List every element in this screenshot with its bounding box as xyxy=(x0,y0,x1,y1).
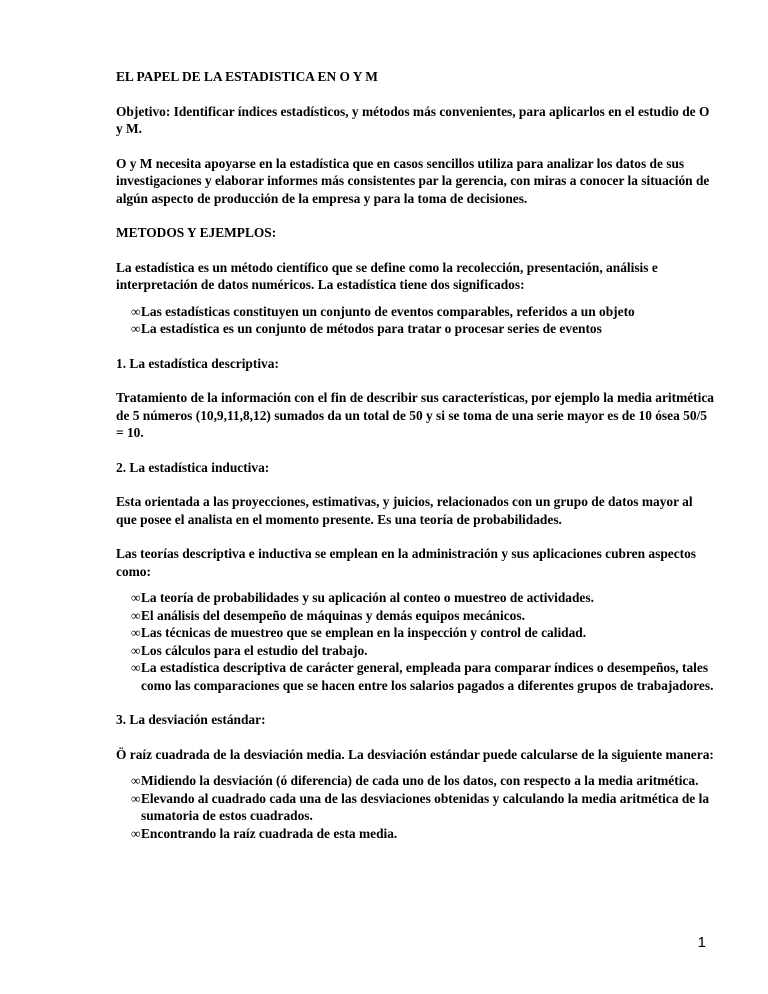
list-item: ∞El análisis del desempeño de máquinas y demás equipos mecánicos. xyxy=(131,607,525,623)
list-item: ∞La estadística descriptiva de carácter general, empleada para comparar índices o desempeños, tales como las comparaciones que se hacen entre los salarios pagados a diferentes grupos de trabajadores. xyxy=(131,660,714,693)
page-number: 1 xyxy=(697,934,706,951)
list-item: ∞Las estadísticas constituyen un conjunto de eventos comparables, referidos a un objeto xyxy=(131,303,635,319)
section2-paragraph: Esta orientada a las proyecciones, estimativas, y juicios, relacionados con un grupo de datos mayor al que posee el analista en el momento presente. Es una teoría de probabilidades. xyxy=(116,494,693,527)
definition-paragraph: La estadística es un método científico que se define como la recolección, presentación, análisis e interpretación de datos numéricos. La estadística tiene dos significados: xyxy=(116,259,658,292)
applications-intro: Las teorías descriptiva e inductiva se emplean en la administración y sus aplicaciones cubren aspectos como: xyxy=(116,546,697,579)
list-item: ∞La estadística es un conjunto de métodos para tratar o procesar series de eventos xyxy=(131,321,602,336)
section3-paragraph: Ö raíz cuadrada de la desviación media. La desviación estándar puede calcularse de la siguiente manera: xyxy=(116,746,714,762)
steps-list xyxy=(116,772,716,842)
section1-heading: 1. La estadística descriptiva: xyxy=(116,355,279,371)
intro-paragraph: O y M necesita apoyarse en la estadística que en casos sencillos utiliza para analizar los datos de sus investigaciones y elaborar informes más consistentes par la gerencia, con miras a conocer la situación de algún aspecto de producción de la empresa y para la toma de decisiones. xyxy=(116,155,710,206)
infinity-bullet-icon: ∞ xyxy=(131,825,141,841)
infinity-bullet-icon: ∞ xyxy=(131,790,141,806)
infinity-bullet-icon: ∞ xyxy=(131,321,141,336)
infinity-bullet-icon: ∞ xyxy=(131,607,141,623)
section3-heading: 3. La desviación estándar: xyxy=(116,712,266,727)
infinity-bullet-icon: ∞ xyxy=(131,773,141,788)
section1-paragraph: Tratamiento de la información con el fin de describir sus características, por ejemplo la media aritmética de 5 números (10,9,11,8,12) sumados da un total de 50 y si se toma de una serie mayor es de 10 ósea 50/5 = 10. xyxy=(116,390,715,440)
objective-paragraph: Objetivo: Identificar índices estadísticos, y métodos más convenientes, para aplicarlos en el estudio de O y M. xyxy=(116,103,710,136)
list-item: ∞Los cálculos para el estudio del trabajo. xyxy=(131,642,368,658)
infinity-bullet-icon: ∞ xyxy=(131,303,141,319)
infinity-bullet-icon: ∞ xyxy=(131,660,141,675)
section2-heading: 2. La estadística inductiva: xyxy=(116,459,270,475)
list-item: ∞Las técnicas de muestreo que se emplean en la inspección y control de calidad. xyxy=(131,625,587,640)
methods-heading: METODOS Y EJEMPLOS: xyxy=(116,225,277,240)
document-page xyxy=(116,68,716,842)
infinity-bullet-icon: ∞ xyxy=(131,590,141,605)
infinity-bullet-icon: ∞ xyxy=(131,642,141,658)
meanings-list xyxy=(116,303,716,338)
list-item: ∞Elevando al cuadrado cada una de las desviaciones obtenidas y calculando la media aritmética de la sumatoria de estos cuadrados. xyxy=(131,790,710,823)
list-item: ∞Midiendo la desviación (ó diferencia) de cada uno de los datos, con respecto a la media aritmética. xyxy=(131,773,699,788)
infinity-bullet-icon: ∞ xyxy=(131,625,141,640)
document-title: EL PAPEL DE LA ESTADISTICA EN O Y M xyxy=(116,69,378,84)
applications-list xyxy=(116,589,716,694)
list-item: ∞Encontrando la raíz cuadrada de esta media. xyxy=(131,825,398,841)
list-item: ∞La teoría de probabilidades y su aplicación al conteo o muestreo de actividades. xyxy=(131,590,594,605)
